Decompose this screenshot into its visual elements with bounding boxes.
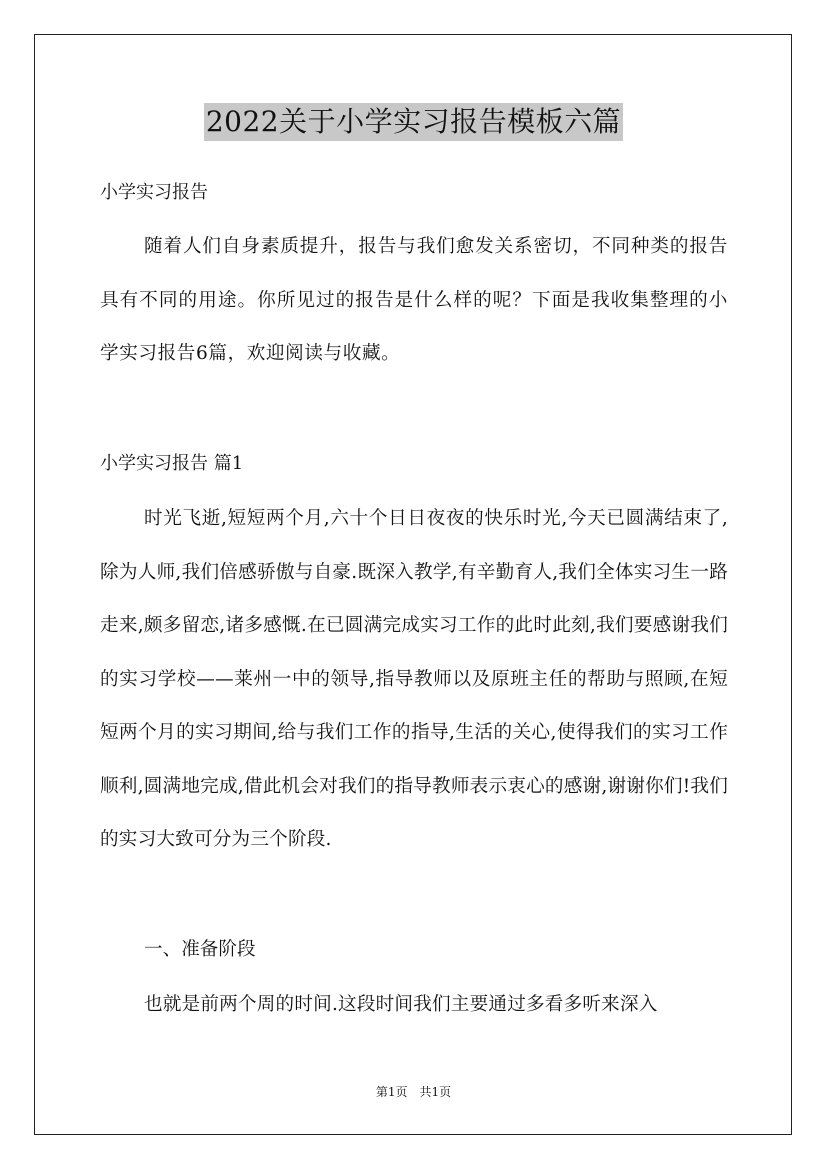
page-footer: 第1页 共1页 bbox=[375, 1085, 452, 1099]
title-wrap bbox=[0, 103, 827, 141]
stage1-paragraph: 也就是前两个周的时间.这段时间我们主要通过多看多听来深入 bbox=[144, 994, 658, 1015]
section-heading: 小学实习报告 bbox=[100, 182, 208, 203]
document-title: 2022关于小学实习报告模板六篇 bbox=[204, 103, 623, 141]
part1-heading: 小学实习报告 篇1 bbox=[100, 453, 244, 474]
intro-paragraph: 随着人们自身素质提升，报告与我们愈发关系密切，不同种类的报告具有不同的用途。你所见过的报告是什么样的呢？下面是我收集整理的小学实习报告6篇，欢迎阅读与收藏。 bbox=[100, 236, 728, 364]
stage1-heading: 一、准备阶段 bbox=[144, 939, 256, 960]
part1-paragraph: 时光飞逝,短短两个月,六十个日日夜夜的快乐时光,今天已圆满结束了,除为人师,我们倍感骄傲与自豪.既深入教学,有辛勤育人,我们全体实习生一路走来,颇多留恋,诸多感慨.在已圆满完成实习工作的此时此刻,我们要感谢我们的实习学校——莱州一中的领导,指导教师以及原班主任的帮助与照顾,在短短两个月的实习期间,给与我们工作的指导,生活的关心,使得我们的实习工作顺利,圆满地完成,借此机会对我们的指导教师表示衷心的感谢,谢谢你们!我们的实习大致可分为三个阶段. bbox=[100, 508, 728, 850]
